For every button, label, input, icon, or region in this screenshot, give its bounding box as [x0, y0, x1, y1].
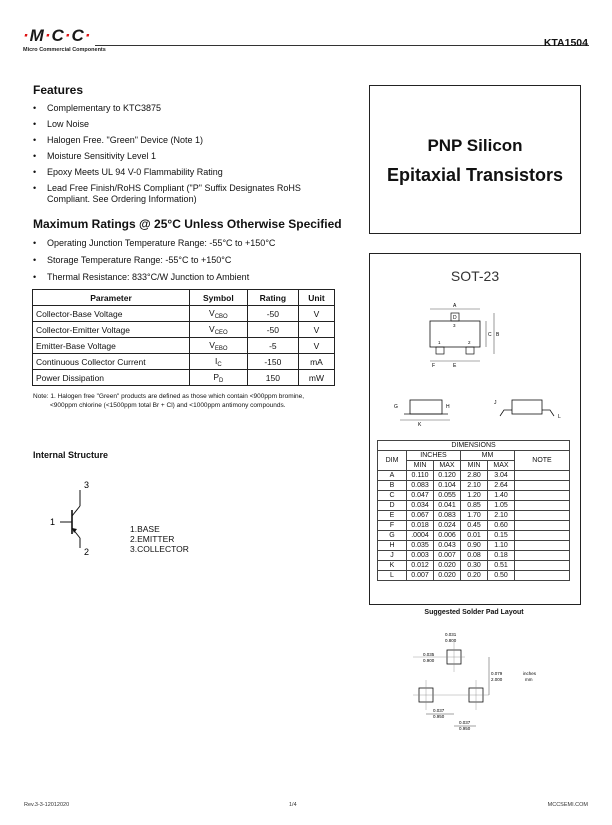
- dim-label: F: [432, 363, 436, 369]
- value-cell: 0.020: [434, 571, 461, 581]
- table-row: [33, 322, 335, 338]
- value-cell: 0.047: [407, 491, 434, 501]
- pad-dim: 0.950: [433, 714, 445, 719]
- rating-cell: -50: [247, 322, 298, 338]
- footer-page: 1/4: [289, 802, 297, 808]
- pin-item: 3.COLLECTOR: [130, 544, 189, 554]
- symbol-cell: $P_D$: [190, 370, 248, 386]
- dim-label: G: [394, 404, 398, 410]
- param-cell: Collector-Emitter Voltage: [33, 322, 190, 338]
- dim-cell: K: [378, 561, 407, 571]
- dim-title: DIMENSIONS: [378, 441, 570, 451]
- table-row: [33, 306, 335, 322]
- table-row: [378, 511, 570, 521]
- table-row: [378, 571, 570, 581]
- unit-cell: V: [298, 322, 334, 338]
- note-line: <900ppm chlorine (<1500ppm total Br + Cl) and <1000ppm antimony compounds.: [50, 402, 286, 409]
- note-cell: [515, 521, 570, 531]
- dim-cell: F: [378, 521, 407, 531]
- value-cell: 0.104: [434, 481, 461, 491]
- dim-cell: D: [378, 501, 407, 511]
- pad-dim: 0.900: [423, 658, 435, 663]
- mcc-logo: ·M·C·C·: [23, 26, 92, 45]
- value-cell: 0.85: [461, 501, 488, 511]
- list-item: • Moisture Sensitivity Level 1: [33, 151, 343, 162]
- unit-cell: mA: [298, 354, 334, 370]
- package-box: [369, 253, 581, 605]
- rating-cell: -5: [247, 338, 298, 354]
- title-line-2: Epitaxial Transistors: [386, 165, 564, 185]
- value-cell: 0.007: [407, 571, 434, 581]
- col-header: MM: [461, 451, 515, 461]
- value-cell: 2.10: [488, 511, 515, 521]
- value-cell: 0.51: [488, 561, 515, 571]
- package-side-views: [380, 392, 570, 432]
- package-top-view: [390, 299, 565, 374]
- value-cell: 1.40: [488, 491, 515, 501]
- value-cell: 0.120: [434, 471, 461, 481]
- rating-cell: -50: [247, 306, 298, 322]
- symbol-cell: $V_{EBO}$: [190, 338, 248, 354]
- footer-revision: Rev.3-3-12012020: [24, 802, 70, 808]
- value-cell: 1.20: [461, 491, 488, 501]
- note-cell: [515, 541, 570, 551]
- table-row: [378, 471, 570, 481]
- dim-label: D: [453, 315, 457, 321]
- max-ratings-heading: Maximum Ratings @ 25°C Unless Otherwise Specified: [33, 217, 342, 231]
- dim-label: J: [494, 400, 497, 406]
- note-cell: [515, 531, 570, 541]
- dim-cell: G: [378, 531, 407, 541]
- value-cell: 0.012: [407, 561, 434, 571]
- value-cell: 0.90: [461, 541, 488, 551]
- value-cell: 0.055: [434, 491, 461, 501]
- value-cell: 2.80: [461, 471, 488, 481]
- symbol-cell: $V_{CEO}$: [190, 322, 248, 338]
- value-cell: 0.50: [488, 571, 515, 581]
- value-cell: 0.041: [434, 501, 461, 511]
- table-row: [378, 521, 570, 531]
- col-header: INCHES: [407, 451, 461, 461]
- value-cell: 0.034: [407, 501, 434, 511]
- features-list: [33, 103, 343, 205]
- pin-item: 2.EMITTER: [130, 534, 175, 544]
- value-cell: 1.05: [488, 501, 515, 511]
- note-cell: [515, 481, 570, 491]
- pad-dim: 2.000: [491, 677, 503, 682]
- table-row: [33, 354, 335, 370]
- value-cell: 0.007: [434, 551, 461, 561]
- table-row: [33, 370, 335, 386]
- dim-cell: E: [378, 511, 407, 521]
- dim-cell: J: [378, 551, 407, 561]
- dim-label: H: [446, 404, 450, 410]
- list-item: • Low Noise: [33, 119, 343, 130]
- note-cell: [515, 571, 570, 581]
- col-header: NOTE: [515, 451, 570, 471]
- value-cell: 0.043: [434, 541, 461, 551]
- unit-cell: V: [298, 306, 334, 322]
- ratings-table: [32, 289, 335, 386]
- pad-dim: 0.037: [433, 708, 445, 713]
- param-cell: Continuous Collector Current: [33, 354, 190, 370]
- value-cell: 3.04: [488, 471, 515, 481]
- value-cell: 0.003: [407, 551, 434, 561]
- rating-cell: 150: [247, 370, 298, 386]
- col-header: Rating: [247, 290, 298, 306]
- features-heading: Features: [33, 83, 84, 97]
- dim-cell: L: [378, 571, 407, 581]
- value-cell: 0.035: [407, 541, 434, 551]
- list-item: • Storage Temperature Range: -55°C to +150°C: [33, 255, 363, 266]
- symbol-cell: $I_C$: [190, 354, 248, 370]
- pin-number: 3: [453, 323, 456, 328]
- value-cell: 1.70: [461, 511, 488, 521]
- symbol-cell: $V_{CBO}$: [190, 306, 248, 322]
- transistor-symbol: [40, 478, 120, 558]
- units-label: mm: [525, 677, 533, 682]
- pad-dim: 0.079: [491, 671, 503, 676]
- solder-pad-diagram: [405, 630, 555, 740]
- units-label: inches: [523, 671, 537, 676]
- note-cell: [515, 471, 570, 481]
- rating-cell: -150: [247, 354, 298, 370]
- dim-cell: H: [378, 541, 407, 551]
- note-cell: [515, 551, 570, 561]
- pin-number: 1: [438, 340, 441, 345]
- dim-label: A: [453, 303, 457, 309]
- col-header: MIN: [407, 461, 434, 471]
- solder-pad-heading: Suggested Solder Pad Layout: [424, 609, 524, 616]
- value-cell: 0.020: [434, 561, 461, 571]
- title-line-1: PNP Silicon: [427, 136, 523, 155]
- note-cell: [515, 491, 570, 501]
- col-header: DIM: [378, 451, 407, 471]
- pin-label: 1: [50, 517, 56, 527]
- unit-cell: V: [298, 338, 334, 354]
- value-cell: 0.18: [488, 551, 515, 561]
- value-cell: .0004: [407, 531, 434, 541]
- col-header: Symbol: [190, 290, 248, 306]
- note-cell: [515, 511, 570, 521]
- table-row: [378, 501, 570, 511]
- dim-cell: C: [378, 491, 407, 501]
- pad-dim: 0.035: [423, 652, 435, 657]
- param-cell: Collector-Base Voltage: [33, 306, 190, 322]
- pad-dim: 0.800: [445, 638, 457, 643]
- dim-cell: B: [378, 481, 407, 491]
- halogen-note: [33, 392, 368, 410]
- value-cell: 0.067: [407, 511, 434, 521]
- pad-dim: 0.950: [459, 726, 471, 731]
- list-item: • Epoxy Meets UL 94 V-0 Flammability Rating: [33, 167, 343, 178]
- pin-label: 3: [84, 480, 90, 490]
- dim-label: L: [558, 414, 561, 420]
- col-header: MIN: [461, 461, 488, 471]
- value-cell: 0.024: [434, 521, 461, 531]
- table-row: [378, 561, 570, 571]
- table-row: [378, 491, 570, 501]
- table-row: [378, 481, 570, 491]
- value-cell: 0.45: [461, 521, 488, 531]
- param-cell: Emitter-Base Voltage: [33, 338, 190, 354]
- pin-item: 1.BASE: [130, 524, 160, 534]
- note-cell: [515, 561, 570, 571]
- value-cell: 0.083: [407, 481, 434, 491]
- footer-site[interactable]: MCCSEMI.COM: [547, 802, 588, 808]
- value-cell: 0.083: [434, 511, 461, 521]
- param-cell: Power Dissipation: [33, 370, 190, 386]
- value-cell: 0.30: [461, 561, 488, 571]
- internal-structure-heading: Internal Structure: [33, 450, 109, 460]
- table-row: [378, 541, 570, 551]
- list-item: • Operating Junction Temperature Range: -55°C to +150°C: [33, 238, 363, 249]
- value-cell: 0.60: [488, 521, 515, 531]
- col-header: Parameter: [33, 290, 190, 306]
- logo-subtitle: Micro Commercial Components: [23, 47, 106, 53]
- unit-cell: mW: [298, 370, 334, 386]
- pin-list: [130, 524, 189, 554]
- value-cell: 1.10: [488, 541, 515, 551]
- list-item: • Lead Free Finish/RoHS Compliant ("P" Suffix Designates RoHS Compliant. See Ordering Information): [33, 183, 343, 205]
- col-header: MAX: [488, 461, 515, 471]
- value-cell: 0.20: [461, 571, 488, 581]
- value-cell: 0.15: [488, 531, 515, 541]
- dimensions-table: [377, 440, 570, 581]
- note-line: Note: 1. Halogen free "Green" products are defined as those which contain <900ppm bromine,: [33, 393, 305, 400]
- pin-number: 2: [468, 340, 471, 345]
- dim-label: C: [488, 332, 492, 338]
- dim-cell: A: [378, 471, 407, 481]
- dim-label: E: [453, 363, 457, 369]
- pad-dim: 0.037: [459, 720, 471, 725]
- header-rule: [95, 45, 589, 46]
- value-cell: 0.018: [407, 521, 434, 531]
- value-cell: 0.006: [434, 531, 461, 541]
- pin-label: 2: [84, 547, 90, 557]
- part-number: KTA1504: [543, 37, 588, 49]
- table-row: [378, 551, 570, 561]
- pad-dim: 0.031: [445, 632, 457, 637]
- list-item: • Complementary to KTC3875: [33, 103, 343, 114]
- note-cell: [515, 501, 570, 511]
- value-cell: 2.64: [488, 481, 515, 491]
- table-row: [33, 338, 335, 354]
- value-cell: 0.08: [461, 551, 488, 561]
- table-row: [378, 531, 570, 541]
- value-cell: 2.10: [461, 481, 488, 491]
- col-header: MAX: [434, 461, 461, 471]
- dim-label: K: [418, 422, 422, 428]
- dim-label: B: [496, 332, 500, 338]
- list-item: • Thermal Resistance: 833°C/W Junction to Ambient: [33, 272, 363, 283]
- list-item: • Halogen Free. "Green" Device (Note 1): [33, 135, 343, 146]
- package-name: SOT-23: [450, 268, 500, 284]
- col-header: Unit: [298, 290, 334, 306]
- title-box: [369, 85, 581, 234]
- value-cell: 0.110: [407, 471, 434, 481]
- max-ratings-list: [33, 238, 363, 283]
- value-cell: 0.01: [461, 531, 488, 541]
